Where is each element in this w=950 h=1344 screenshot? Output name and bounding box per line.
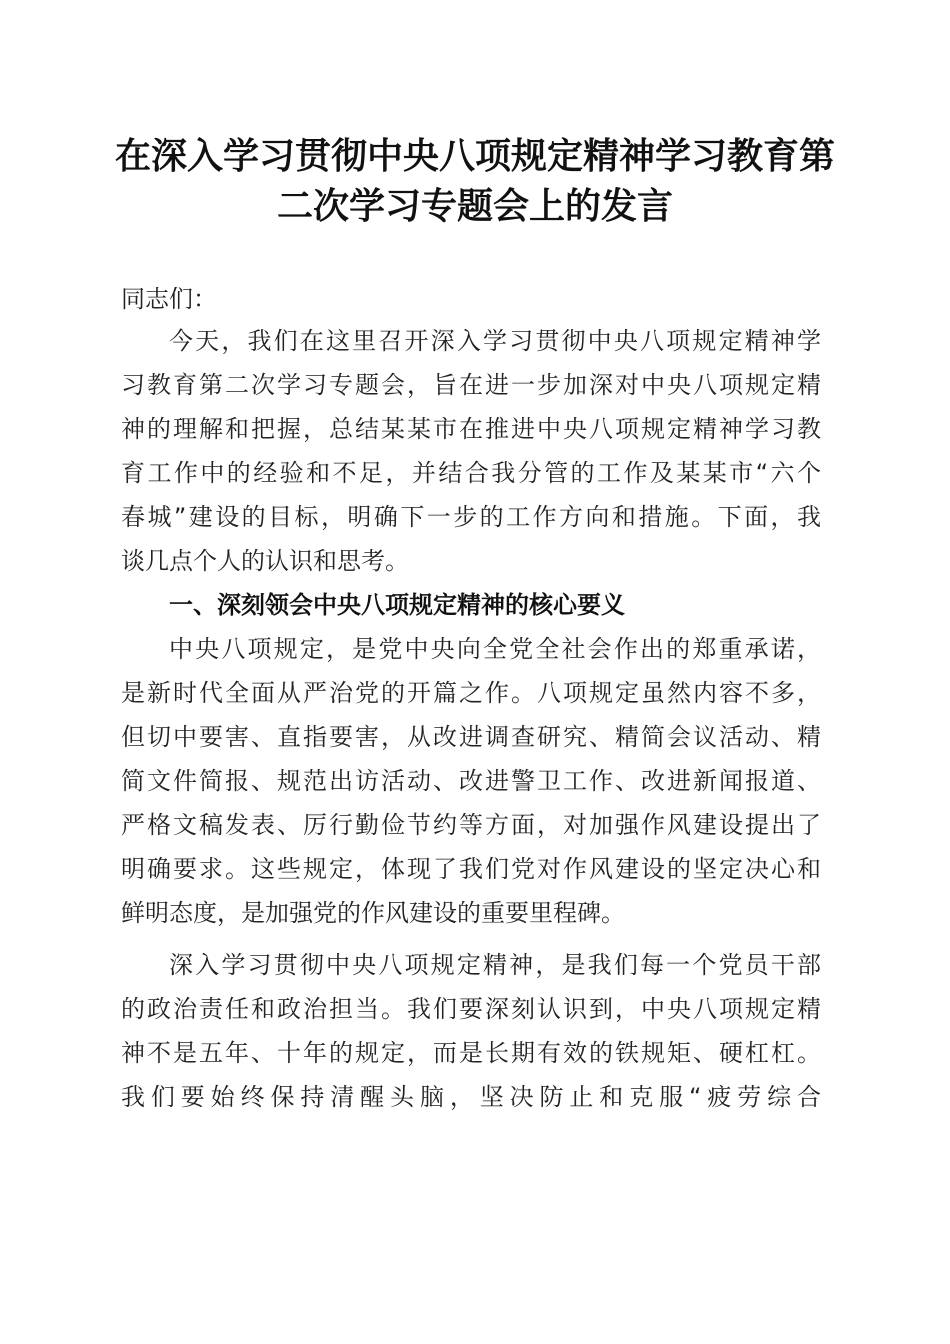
section-paragraph-2-line-1: 深入学习贯彻中央八项规定精神，是我们每一个党员干部 bbox=[169, 951, 821, 979]
paragraph-1-line-2: 习教育第二次学习专题会，旨在进一步加深对中央八项规定精 bbox=[121, 371, 821, 399]
section-paragraph-2-line-2: 的政治责任和政治担当。我们要深刻认识到，中央八项规定精 bbox=[121, 995, 821, 1023]
paragraph-1-line-4: 育工作中的经验和不足，并结合我分管的工作及某某市“六个 bbox=[121, 459, 821, 487]
section-paragraph-1-line-1: 中央八项规定，是党中央向全党全社会作出的郑重承诺， bbox=[169, 635, 821, 663]
paragraph-1-line-6: 谈几点个人的认识和思考。 bbox=[121, 547, 409, 575]
section-paragraph-1-line-4: 简文件简报、规范出访活动、改进警卫工作、改进新闻报道、 bbox=[121, 767, 821, 795]
document-title-line-2: 二次学习专题会上的发言 bbox=[276, 185, 673, 227]
section-paragraph-1-line-5: 严格文稿发表、厉行勤俭节约等方面，对加强作风建设提出了 bbox=[121, 811, 821, 839]
section-paragraph-2-line-3: 神不是五年、十年的规定，而是长期有效的铁规矩、硬杠杠。 bbox=[121, 1039, 821, 1067]
section-paragraph-2-line-4: 我们要始终保持清醒头脑，坚决防止和克服“疲劳综合 bbox=[121, 1083, 821, 1111]
section-paragraph-1-line-6: 明确要求。这些规定，体现了我们党对作风建设的坚定决心和 bbox=[121, 855, 821, 883]
section-heading: 一、深刻领会中央八项规定精神的核心要义 bbox=[169, 591, 625, 619]
salutation: 同志们： bbox=[121, 285, 217, 313]
document-title-line-1: 在深入学习贯彻中央八项规定精神学习教育第 bbox=[114, 135, 835, 177]
paragraph-1-line-5: 春城”建设的目标，明确下一步的工作方向和措施。下面，我 bbox=[121, 503, 821, 531]
paragraph-1-line-1: 今天，我们在这里召开深入学习贯彻中央八项规定精神学 bbox=[169, 327, 821, 355]
paragraph-1-line-3: 神的理解和把握，总结某某市在推进中央八项规定精神学习教 bbox=[121, 415, 821, 443]
section-paragraph-1-line-7: 鲜明态度，是加强党的作风建设的重要里程碑。 bbox=[121, 899, 625, 927]
section-paragraph-1-line-3: 但切中要害、直指要害，从改进调查研究、精简会议活动、精 bbox=[121, 723, 821, 751]
section-paragraph-1-line-2: 是新时代全面从严治党的开篇之作。八项规定虽然内容不多， bbox=[121, 679, 821, 707]
